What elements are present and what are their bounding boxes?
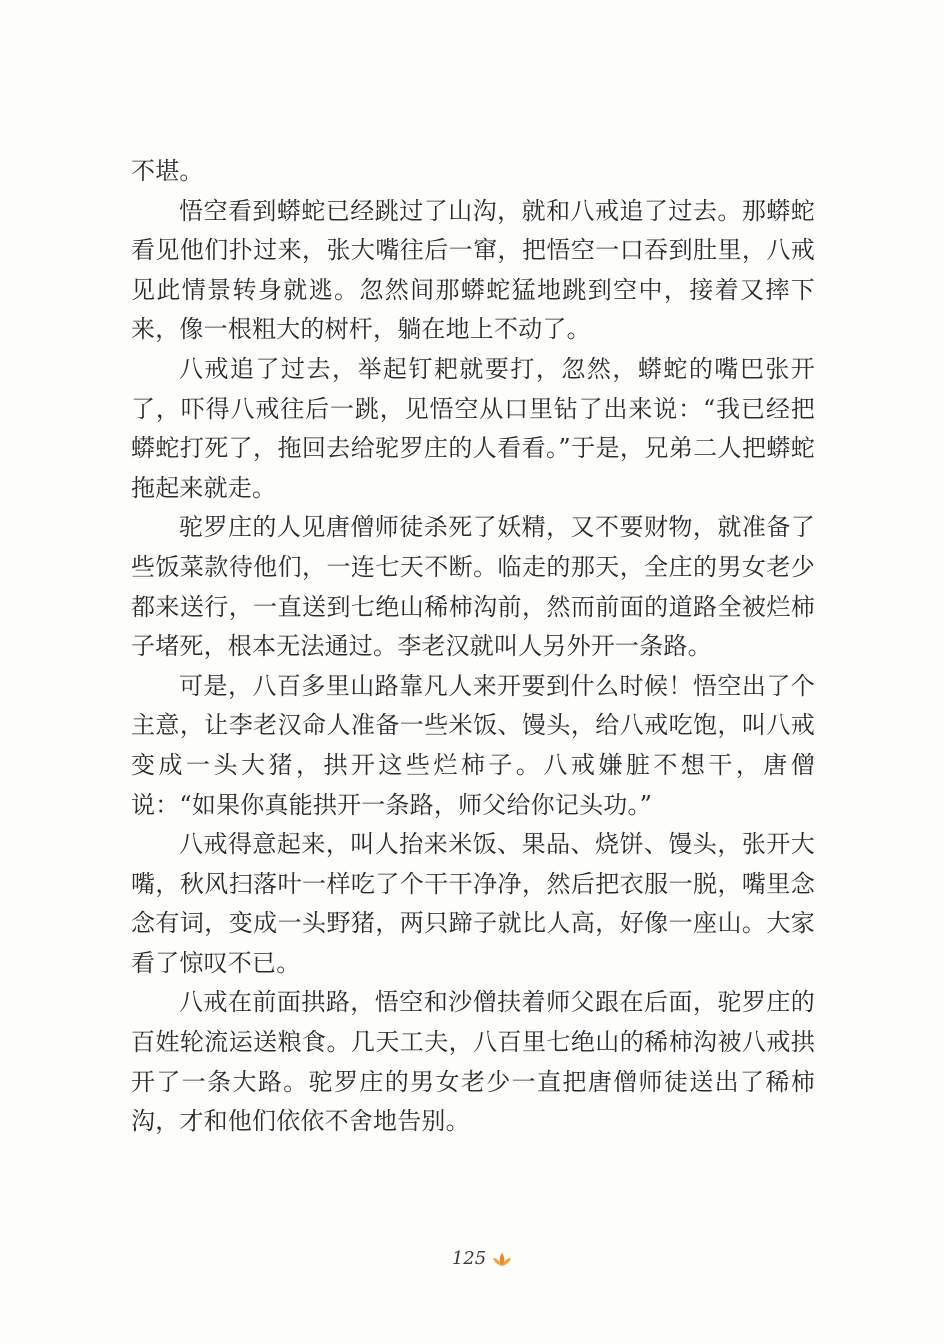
paragraph: 悟空看到蟒蛇已经跳过了山沟，就和八戒追了过去。那蟒蛇看见他们扑过来，张大嘴往后一窜，把悟空一口吞到肚里，八戒见此情景转身就逃。忽然间那蟒蛇猛地跳到空中，接着又摔下来，像一根粗大的树杆，躺在地上不动了。 xyxy=(131,196,815,344)
paragraph: 可是，八百多里山路靠凡人来开要到什么时候！悟空出了个主意，让李老汉命人准备一些米饭、馒头，给八戒吃饱，叫八戒变成一头大猪，拱开这些烂柿子。八戒嫌脏不想干，唐僧说：“如果你真能拱开一条路，师父给你记头功。” xyxy=(131,671,815,819)
paragraph: 不堪。 xyxy=(131,157,204,185)
page-number: 125 xyxy=(451,1247,487,1269)
body-text xyxy=(131,152,815,1142)
page-footer xyxy=(0,1243,944,1273)
paragraph: 八戒在前面拱路，悟空和沙僧扶着师父跟在后面，驼罗庄的百姓轮流运送粮食。几天工夫，八百里七绝山的稀柿沟被八戒拱开了一条大路。驼罗庄的男女老少一直把唐僧师徒送出了稀柿沟，才和他们依依不舍地告别。 xyxy=(131,988,815,1136)
flower-icon xyxy=(492,1250,512,1268)
paragraph: 八戒追了过去，举起钉耙就要打，忽然，蟒蛇的嘴巴张开了，吓得八戒往后一跳，见悟空从口里钻了出来说：“我已经把蟒蛇打死了，拖回去给驼罗庄的人看看。”于是，兄弟二人把蟒蛇拖起来就走。 xyxy=(131,354,815,502)
paragraph: 八戒得意起来，叫人抬来米饭、果品、烧饼、馒头，张开大嘴，秋风扫落叶一样吃了个干干净净，然后把衣服一脱，嘴里念念有词，变成一头野猪，两只蹄子就比人高，好像一座山。大家看了惊叹不已。 xyxy=(131,830,815,977)
paragraph: 驼罗庄的人见唐僧师徒杀死了妖精，又不要财物，就准备了些饭菜款待他们，一连七天不断。临走的那天，全庄的男女老少都来送行，一直送到七绝山稀柿沟前，然而前面的道路全被烂柿子堵死，根本无法通过。李老汉就叫人另外开一条路。 xyxy=(131,513,815,661)
